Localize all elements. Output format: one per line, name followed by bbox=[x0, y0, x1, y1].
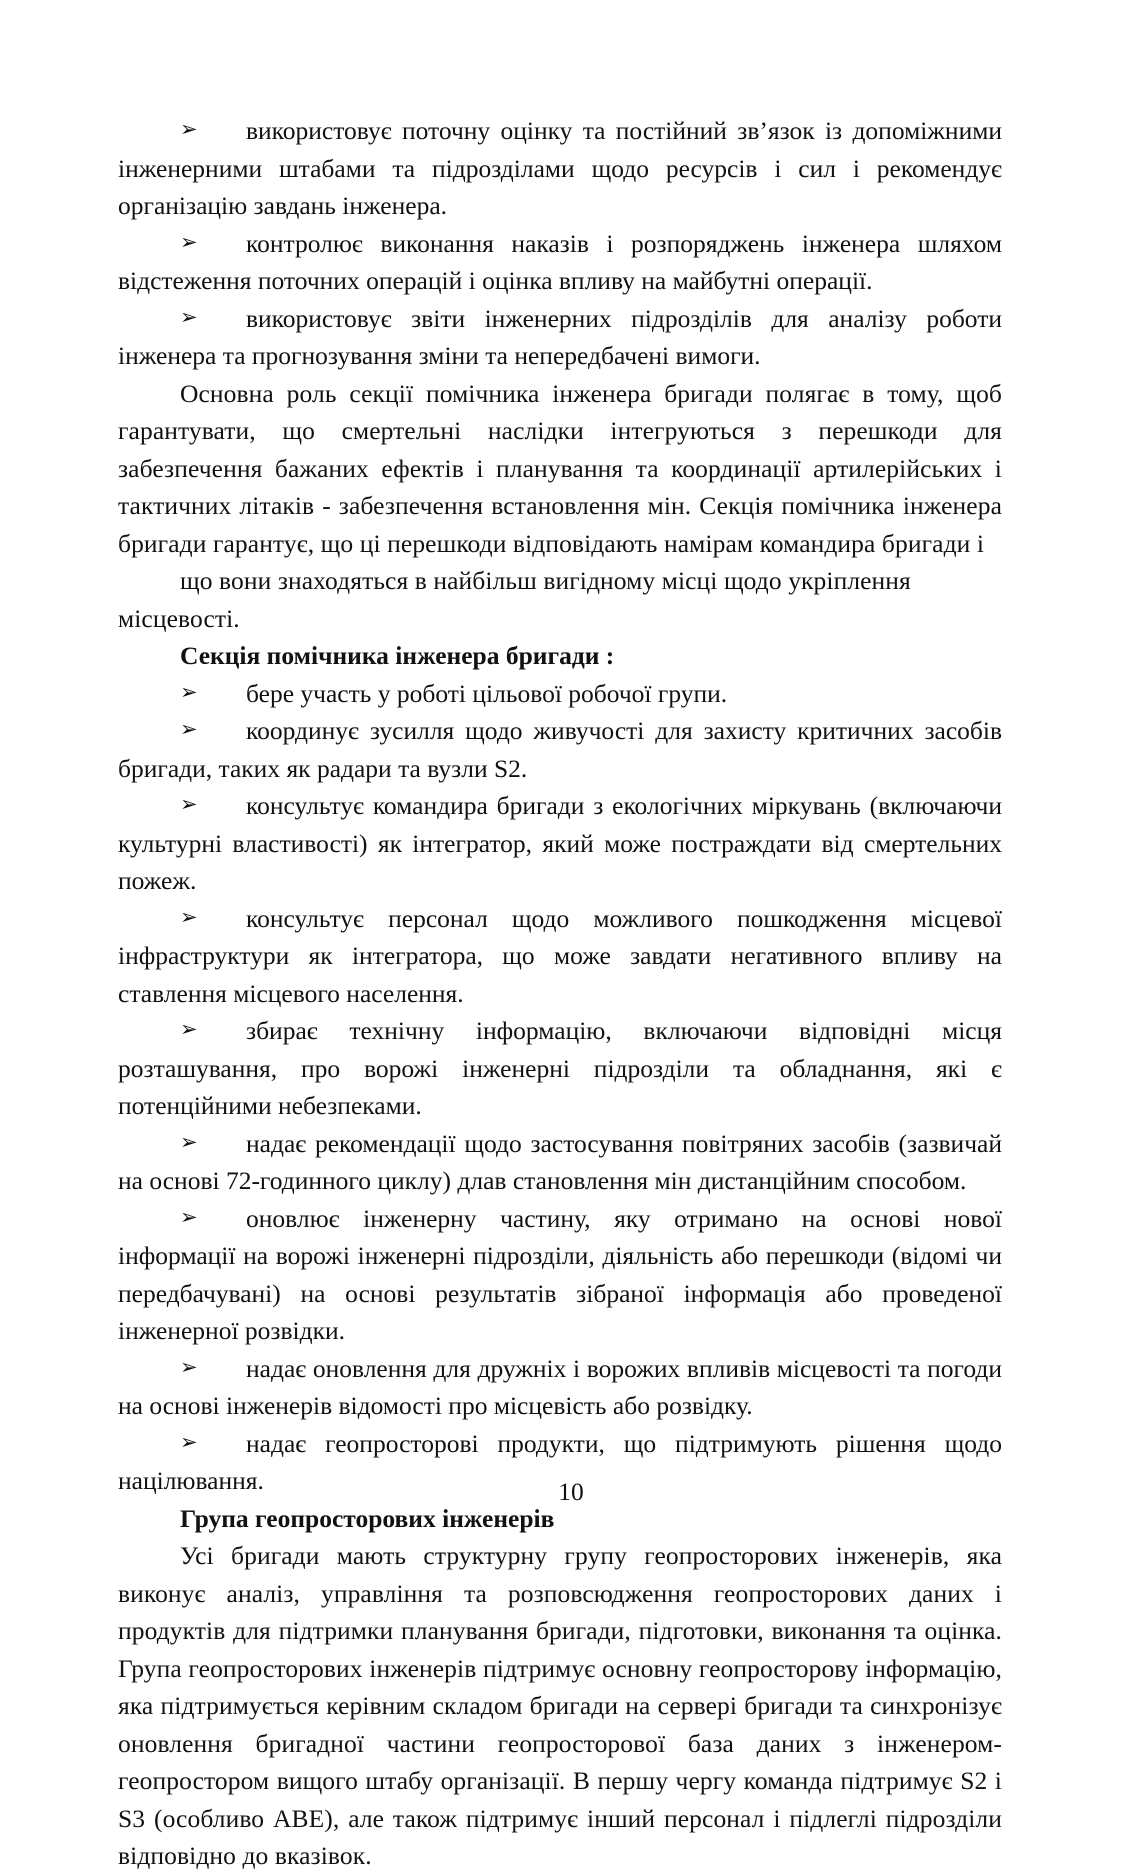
arrowhead-bullet-icon: ➢ bbox=[180, 1429, 198, 1454]
list-item bbox=[118, 1125, 1002, 1200]
list-item-text: використовує поточну оцінку та постійний зв’язок із допоміжними інженерними штабами та підрозділами щодо ресурсів і сил і рекомендує організацію завдань інженера. bbox=[118, 116, 1002, 220]
section-heading: Секція помічника інженера бригади : bbox=[180, 641, 615, 670]
list-item-text: бере участь у роботі цільової робочої групи. bbox=[246, 678, 728, 708]
arrowhead-bullet-icon: ➢ bbox=[180, 117, 198, 141]
arrowhead-bullet-icon: ➢ bbox=[180, 904, 198, 929]
body-paragraph: Основна роль секції помічника інженера бригади полягає в тому, щоб гарантувати, що смертельні наслідки інтегруються з перешкоди для забезпечення бажаних ефектів і планування та координації артилерійських і тактичних літаків - забезпечення встановлення мін. Секція помічника інженера бригади гарантує, що ці перешкоди відповідають намірам командира бригади і bbox=[118, 378, 1002, 558]
arrowhead-bullet-icon: ➢ bbox=[180, 304, 198, 329]
body-paragraph: що вони знаходяться в найбільш вигідному місці щодо укріплення місцевості. bbox=[118, 566, 911, 633]
list-item bbox=[118, 300, 1002, 375]
list-item bbox=[118, 787, 1002, 900]
arrowhead-bullet-icon: ➢ bbox=[180, 1204, 198, 1229]
list-item bbox=[118, 225, 1002, 300]
page-body bbox=[118, 112, 1002, 1875]
section-heading: Група геопросторових інженерів bbox=[180, 1503, 555, 1533]
list-item-text: використовує звіти інженерних підрозділів для аналізу роботи інженера та прогнозування зміни та непередбачені вимоги. bbox=[118, 303, 1002, 370]
list-item-text: консультує персонал щодо можливого пошкодження місцевої інфраструктури як інтегратора, що може завдати негативного впливу на ставлення місцевого населення. bbox=[118, 903, 1002, 1008]
list-item bbox=[118, 1350, 1002, 1425]
arrowhead-bullet-icon: ➢ bbox=[180, 679, 198, 704]
list-item bbox=[118, 712, 1002, 787]
arrowhead-bullet-icon: ➢ bbox=[180, 1354, 198, 1379]
list-item bbox=[118, 675, 1002, 713]
list-item-text: оновлює інженерну частину, яку отримано на основі нової інформації на ворожі інженерні підрозділи, діяльність або перешкоди (відомі чи передбачувані) на основі результатів зібраної інформація або проведеної інженерної розвідки. bbox=[118, 1203, 1002, 1345]
arrowhead-bullet-icon: ➢ bbox=[180, 229, 198, 254]
list-item-text: надає оновлення для дружніх і ворожих впливів місцевості та погоди на основі інженерів відомості про місцевість або розвідку. bbox=[118, 1353, 1002, 1420]
list-item bbox=[118, 112, 1002, 225]
page-number: 10 bbox=[558, 1477, 584, 1506]
list-item-text: контролює виконання наказів і розпоряджень інженера шляхом відстеження поточних операцій і оцінка впливу на майбутні операції. bbox=[118, 228, 1002, 295]
list-item bbox=[118, 900, 1002, 1013]
list-item bbox=[118, 1200, 1002, 1350]
arrowhead-bullet-icon: ➢ bbox=[180, 1017, 198, 1041]
arrowhead-bullet-icon: ➢ bbox=[180, 792, 198, 816]
list-item-text: консультує командира бригади з екологічних міркувань (включаючи культурні властивості) як інтегратор, який може постраждати від смертельних пожеж. bbox=[118, 791, 1002, 895]
arrowhead-bullet-icon: ➢ bbox=[180, 717, 198, 741]
arrowhead-bullet-icon: ➢ bbox=[180, 1129, 198, 1154]
list-item-text: надає геопросторові продукти, що підтримують рішення щодо націлювання. bbox=[118, 1428, 1002, 1495]
list-item-text: збирає технічну інформацію, включаючи відповідні місця розташування, про ворожі інженерні підрозділи та обладнання, які є потенційними небезпеками. bbox=[118, 1016, 1002, 1120]
list-item bbox=[118, 1012, 1002, 1125]
list-item-text: координує зусилля щодо живучості для захисту критичних засобів бригади, таких як радари та вузли S2. bbox=[118, 716, 1002, 783]
list-item-text: надає рекомендації щодо застосування повітряних засобів (зазвичай на основі 72-годинного циклу) длав становлення мін дистанційним способом. bbox=[118, 1128, 1002, 1195]
body-paragraph: Усі бригади мають структурну групу геопросторових інженерів, яка виконує аналіз, управління та розповсюдження геопросторових даних і продуктів для підтримки планування бригади, підготовки, виконання та оцінка. Група геопросторових інженерів підтримує основну геопросторову інформацію, яка підтримується керівним складом бригади на сервері бригади та синхронізує оновлення бригадної частини геопросторової база даних з інженером-геопростором вищого штабу організації. В першу чергу команда підтримує S2 і S3 (особливо ABE), але також підтримує інший персонал і підлеглі підрозділи відповідно до вказівок. bbox=[118, 1541, 1002, 1870]
